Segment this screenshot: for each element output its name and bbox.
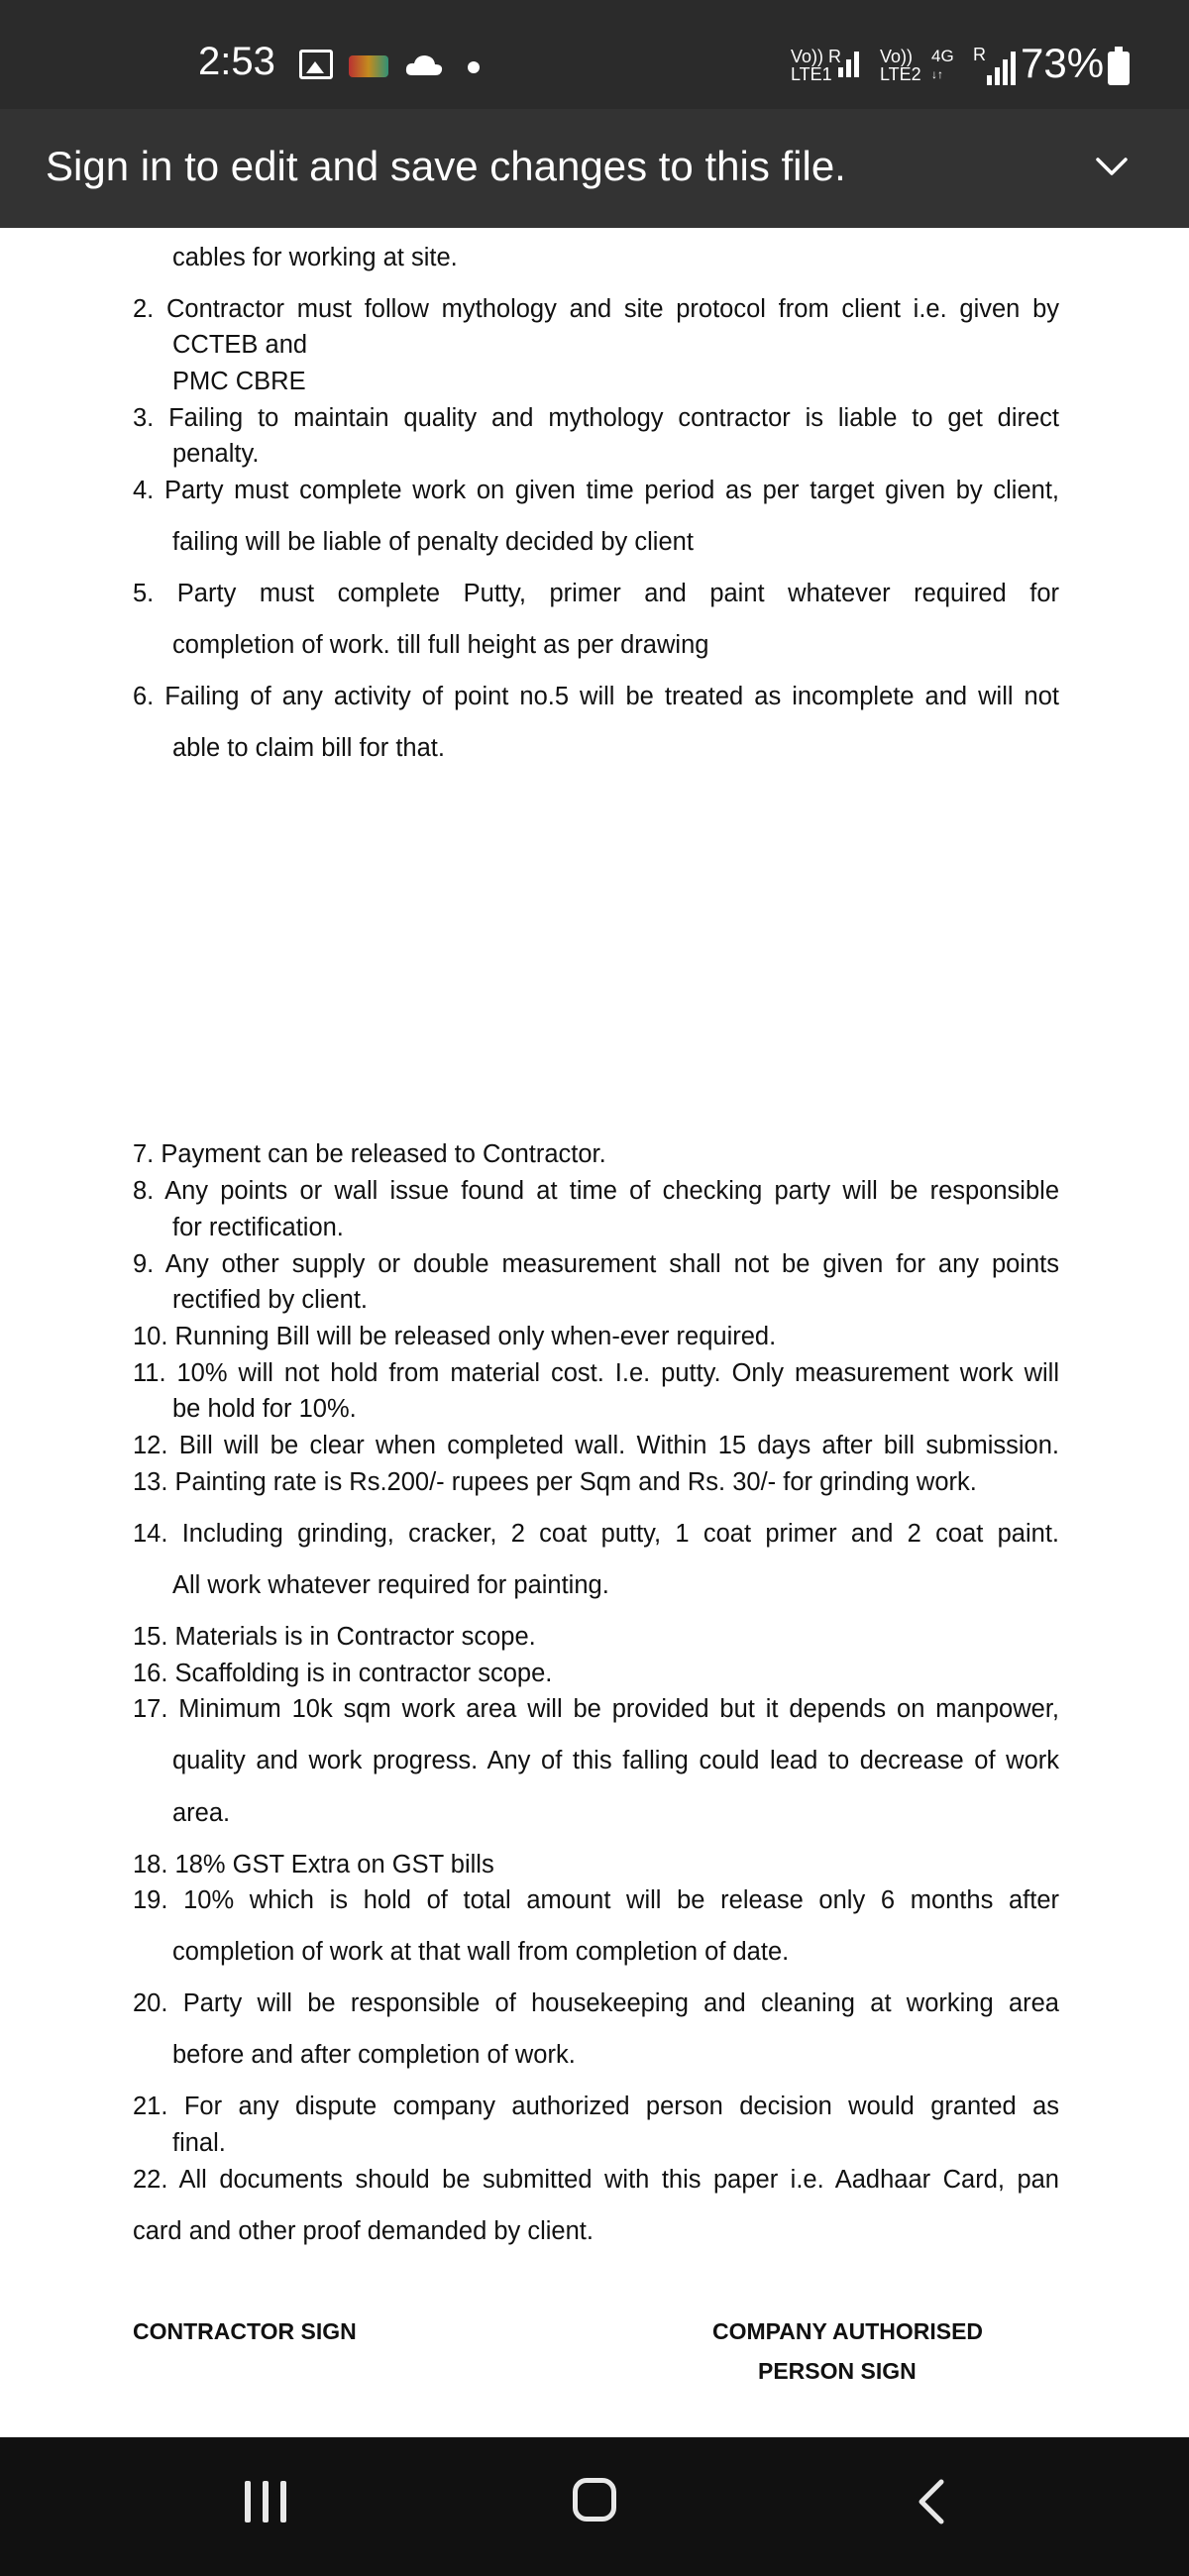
document-line: 4. Party must complete work on given time period as per target given by client, [133,477,1059,504]
document-line: card and other proof demanded by client. [133,2217,594,2245]
document-line: before and after completion of work. [172,2041,576,2069]
company-sign-label: COMPANY AUTHORISED [712,2318,984,2344]
document-line: All work whatever required for painting. [172,1571,609,1599]
sim1-network-label: Vo)) R LTE1 [791,47,842,84]
navigation-bar [0,2437,1189,2576]
document-line: CCTEB and [172,331,308,359]
document-line: rectified by client. [172,1286,369,1314]
document-page [0,228,1189,2437]
document-line: 10. Running Bill will be released only when-ever required. [133,1323,777,1350]
document-line: 11. 10% will not hold from material cost. I.e. putty. Only measurement work will [133,1359,1059,1387]
document-line: area. [172,1799,231,1827]
sim2-network-label: Vo)) LTE2 [880,47,921,84]
recent-apps-icon[interactable] [243,2477,292,2526]
document-line: 20. Party will be responsible of housekeeping and cleaning at working area [133,1989,1059,2017]
document-line: 16. Scaffolding is in contractor scope. [133,1660,553,1687]
document-line: PMC CBRE [172,368,306,395]
document-line: 2. Contractor must follow mythology and site protocol from client i.e. given by [133,295,1059,323]
document-line: 8. Any points or wall issue found at time of checking party will be responsible [133,1177,1059,1205]
dot-icon [468,61,480,73]
battery-icon [1108,52,1130,85]
document-line: 13. Painting rate is Rs.200/- rupees per Sqm and Rs. 30/- for grinding work. [133,1468,977,1496]
document-line: able to claim bill for that. [172,734,445,762]
document-line: final. [172,2129,226,2157]
cloud-icon [404,54,444,77]
contractor-sign-label: CONTRACTOR SIGN [133,2318,357,2344]
roaming-indicator: R [973,45,986,64]
document-line: 9. Any other supply or double measurement shall not be given for any points [133,1250,1059,1278]
document-line: penalty. [172,440,260,468]
document-line: completion of work at that wall from completion of date. [172,1938,790,1966]
sign-in-message[interactable]: Sign in to edit and save changes to this file. [46,143,846,189]
status-bar [0,0,1189,109]
document-line: 19. 10% which is hold of total amount will be release only 6 months after [133,1886,1059,1914]
document-line: 22. All documents should be submitted with this paper i.e. Aadhaar Card, pan [133,2166,1059,2194]
signal-icon [987,52,1019,85]
document-line: 12. Bill will be clear when completed wall. Within 15 days after bill submission. [133,1432,1059,1459]
battery-level: 73% [1021,40,1105,86]
sign-in-banner[interactable] [0,109,1189,228]
document-line: 14. Including grinding, cracker, 2 coat putty, 1 coat primer and 2 coat paint. [133,1520,1059,1548]
chevron-down-icon[interactable] [1094,149,1130,184]
document-line: 17. Minimum 10k sqm work area will be provided but it depends on manpower, [133,1695,1059,1723]
document-line: 3. Failing to maintain quality and mythology contractor is liable to get direct [133,404,1059,432]
home-icon[interactable] [573,2478,616,2522]
network-type: 4G ↓↑ [931,47,954,81]
signal-icon [838,52,862,77]
app-icon [349,55,388,77]
back-icon[interactable] [912,2477,951,2526]
document-line: 5. Party must complete Putty, primer and paint whatever required for [133,580,1059,607]
document-line: 7. Payment can be released to Contractor. [133,1140,606,1168]
document-line: 6. Failing of any activity of point no.5 will be treated as incomplete and will not [133,683,1059,710]
document-line: failing will be liable of penalty decided by client [172,528,694,556]
company-sign-label: PERSON SIGN [758,2358,917,2384]
document-line: quality and work progress. Any of this falling could lead to decrease of work [172,1747,1059,1774]
photo-icon [299,50,333,79]
document-line: 18. 18% GST Extra on GST bills [133,1851,494,1878]
status-time: 2:53 [198,40,275,83]
document-line: be hold for 10%. [172,1395,357,1423]
document-line: for rectification. [172,1214,344,1241]
document-line: 15. Materials is in Contractor scope. [133,1623,536,1651]
document-line: cables for working at site. [172,244,458,271]
document-line: completion of work. till full height as per drawing [172,631,709,659]
document-line: 21. For any dispute company authorized person decision would granted as [133,2093,1059,2120]
